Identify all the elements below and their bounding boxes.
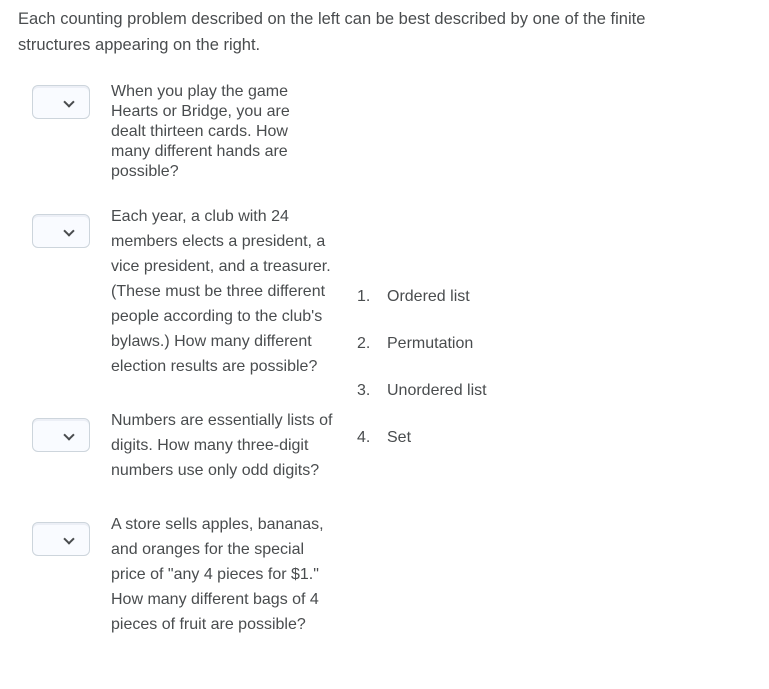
chevron-down-icon [63,429,74,440]
answer-choice [357,425,487,472]
chevron-down-icon [63,96,74,107]
match-select-4[interactable] [32,522,90,556]
answer-number: 4. [357,429,371,446]
answer-label: Unordered list [387,382,487,399]
answer-number: 1. [357,288,371,305]
match-select-2[interactable] [32,214,90,248]
problem-text-4: A store sells apples, bananas, and oranges for the special price of "any 4 pieces for $1." How many different bags of 4 pieces of fruit are possible? [111,516,324,633]
problem-text-1: When you play the game Hearts or Bridge, you are dealt thirteen cards. How many different hands are possible? [111,83,290,180]
answer-number: 2. [357,335,371,352]
match-select-3[interactable] [32,418,90,452]
instructions-text: Each counting problem described on the left can be best described by one of the finite structures appearing on the right. [18,10,646,54]
answer-number: 3. [357,382,371,399]
answer-choices-list [357,284,487,472]
answer-choice [357,331,487,378]
chevron-down-icon [63,225,74,236]
problem-text-2: Each year, a club with 24 members elects a president, a vice president, and a treasurer. (These must be three different people according to the club's bylaws.) How many different election results are possible? [111,208,331,375]
answer-choice [357,378,487,425]
answer-label: Set [387,429,412,446]
chevron-down-icon [63,533,74,544]
answer-label: Ordered list [387,288,470,305]
match-select-1[interactable] [32,85,90,119]
problem-text-3: Numbers are essentially lists of digits. How many three-digit numbers use only odd digits? [111,412,333,479]
answer-choice [357,284,487,331]
answer-label: Permutation [387,335,474,352]
